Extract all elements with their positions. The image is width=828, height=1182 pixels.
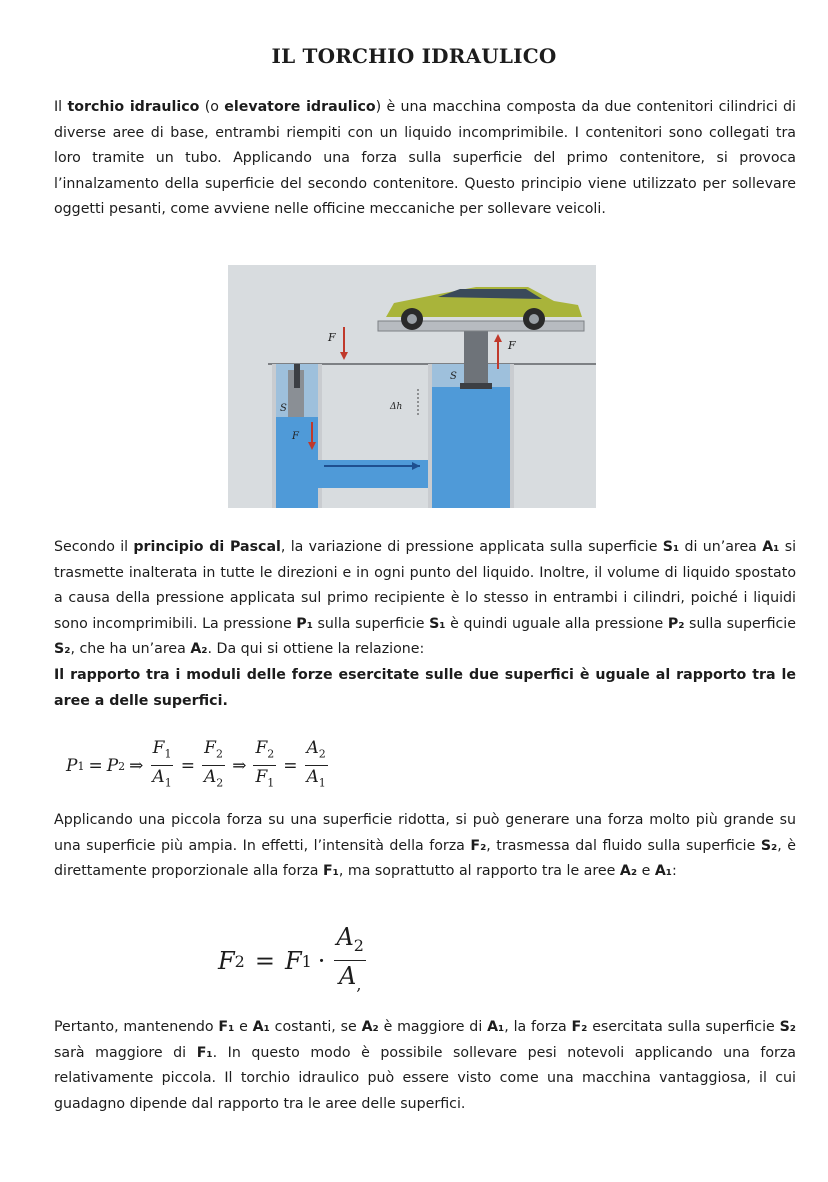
equation-pascal: P 1 = P 2 ⇒ $\frac{F_1}{A_1}$ = $\frac{F_2}{A_2}$ ⇒ $\frac{F_2}{F_1}$ = $\frac{A_2}{A_1}$ — [66, 738, 326, 789]
force-paragraph: Applicando una piccola forza su una superficie ridotta, si può generare una forza molto più grande su una superficie più ampia. In effetti, l’intensità della forza F₂, trasmessa dal fluido sulla superficie S₂, è direttamente proporzionale alla forza F₁, ma soprattutto al rapporto tra le aree A₂ e A₁: — [54, 812, 797, 880]
hydraulic-press-figure — [228, 265, 596, 508]
svg-text:F: F — [292, 431, 299, 442]
connecting-pipe — [318, 460, 428, 488]
conclusion-paragraph: Pertanto, mantenendo F₁ e A₁ costanti, se A₂ è maggiore di A₁, la forza F₂ esercitata sulla superficie S₂ sarà maggiore di F₁. In questo modo è possibile sollevare pesi notevoli applicando una forza relativamente piccola. Il torchio idraulico può essere visto come una macchina vantaggiosa, il cui guadagno dipende dal rapporto tra le aree delle superfici. — [54, 1019, 796, 1112]
svg-text:F: F — [508, 339, 516, 352]
rule-statement: Il rapporto tra i moduli delle forze esercitate sulle due superfici è uguale al rapporto tra le aree a delle superfici. — [54, 666, 796, 709]
right-piston — [464, 331, 488, 387]
term-elevatore: elevatore idraulico — [224, 99, 376, 115]
equation-force: F 2 = F 1 · $\frac{A_2}{A_,}$ — [218, 922, 364, 994]
svg-text:Δh: Δh — [390, 402, 403, 412]
intro-paragraph: Il torchio idraulico (o elevatore idraulico) è una macchina composta da due contenitori cilindrici di diverse aree di base, entrambi riempiti con un liquido incomprimibile. I contenitori sono collegati tra loro tramite un tubo. Applicando una forza sulla superficie del primo contenitore, si provoca l’innalzamento della superficie del secondo contenitore. Questo principio viene utilizzato per sollevare oggetti pesanti, come avviene nelle officine meccaniche per sollevare veicoli. — [54, 99, 796, 218]
page-title: IL TORCHIO IDRAULICO — [271, 44, 557, 68]
term-torchio: torchio idraulico — [67, 99, 200, 115]
pascal-paragraph: Secondo il principio di Pascal, la variazione di pressione applicata sulla superficie S₁ di un’area A₁ si trasmette inalterata in tutte le direzioni e in ogni punto del liquido. Inoltre, il volume di liquido spostato a causa della pressione applicata sul primo recipiente è lo stesso in entrambi i cilindri, poiché i liquidi sono incomprimibili. La pressione P₁ sulla superficie S₁ è quindi uguale alla pressione P₂ sulla superficie S₂, che ha un’area A₂. Da qui si ottiene la relazione: Il rapporto tra i moduli delle forze esercitate sulle due superfici è uguale al rapporto tra le aree a delle superfici. — [54, 539, 797, 709]
svg-text:S: S — [450, 371, 457, 382]
right-cylinder-water — [432, 387, 510, 508]
svg-text:S: S — [280, 403, 287, 414]
svg-text:F: F — [328, 331, 336, 344]
